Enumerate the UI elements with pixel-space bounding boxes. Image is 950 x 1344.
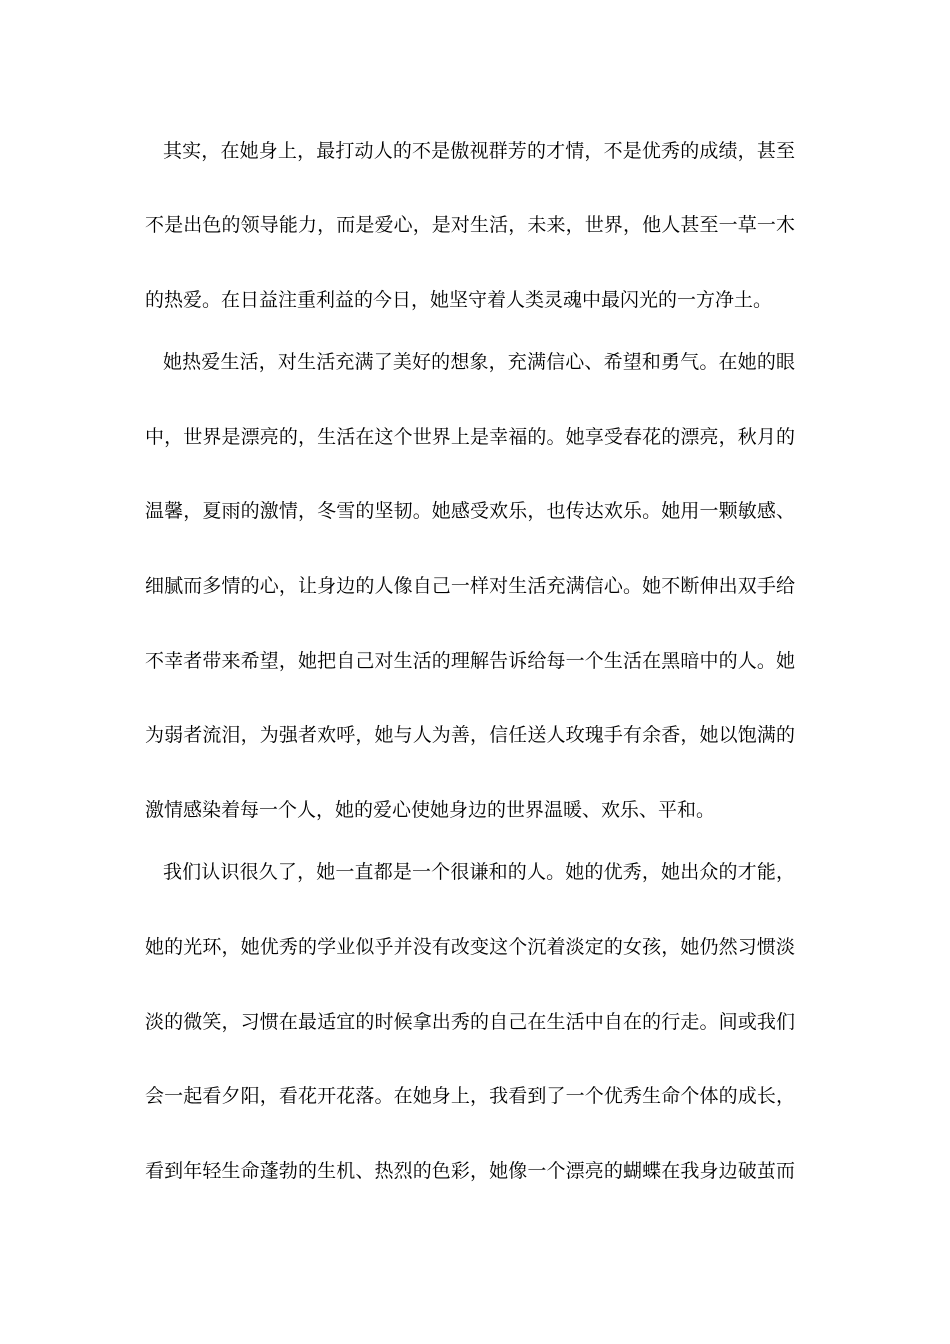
paragraph-2-line-3: 温馨，夏雨的激情，冬雪的坚韧。她感受欢乐，也传达欢乐。她用一颗敏感、 [145,500,795,522]
paragraph-2-line-2: 中，世界是漂亮的，生活在这个世界上是幸福的。她享受春花的漂亮，秋月的 [145,426,795,448]
paragraph-2-line-1: 她热爱生活，对生活充满了美好的想象，充满信心、希望和勇气。在她的眼 [163,351,795,373]
paragraph-2-line-6: 为弱者流泪，为强者欢呼，她与人为善，信任送人玫瑰手有余香，她以饱满的 [145,724,795,746]
paragraph-2-line-7: 激情感染着每一个人，她的爱心使她身边的世界温暖、欢乐、平和。 [145,799,716,821]
paragraph-2-line-4: 细腻而多情的心，让身边的人像自己一样对生活充满信心。她不断伸出双手给 [145,575,795,597]
paragraph-2-line-5: 不幸者带来希望，她把自己对生活的理解告诉给每一个生活在黑暗中的人。她 [145,650,795,672]
paragraph-1-line-3: 的热爱。在日益注重利益的今日，她坚守着人类灵魂中最闪光的一方净土。 [145,289,773,311]
paragraph-1-line-2: 不是出色的领导能力，而是爱心，是对生活，未来，世界，他人甚至一草一木 [145,214,795,236]
paragraph-3-line-4: 会一起看夕阳，看花开花落。在她身上，我看到了一个优秀生命个体的成长， [145,1085,795,1107]
paragraph-3-line-1: 我们认识很久了，她一直都是一个很谦和的人。她的优秀，她出众的才能， [163,861,795,883]
paragraph-3-line-3: 淡的微笑，习惯在最适宜的时候拿出秀的自己在生活中自在的行走。间或我们 [145,1011,795,1033]
paragraph-3-line-5: 看到年轻生命蓬勃的生机、热烈的色彩，她像一个漂亮的蝴蝶在我身边破茧而 [145,1160,795,1182]
paragraph-1-line-1: 其实，在她身上，最打动人的不是傲视群芳的才情，不是优秀的成绩，甚至 [163,140,795,162]
paragraph-3-line-2: 她的光环，她优秀的学业似乎并没有改变这个沉着淡定的女孩，她仍然习惯淡 [145,936,795,958]
